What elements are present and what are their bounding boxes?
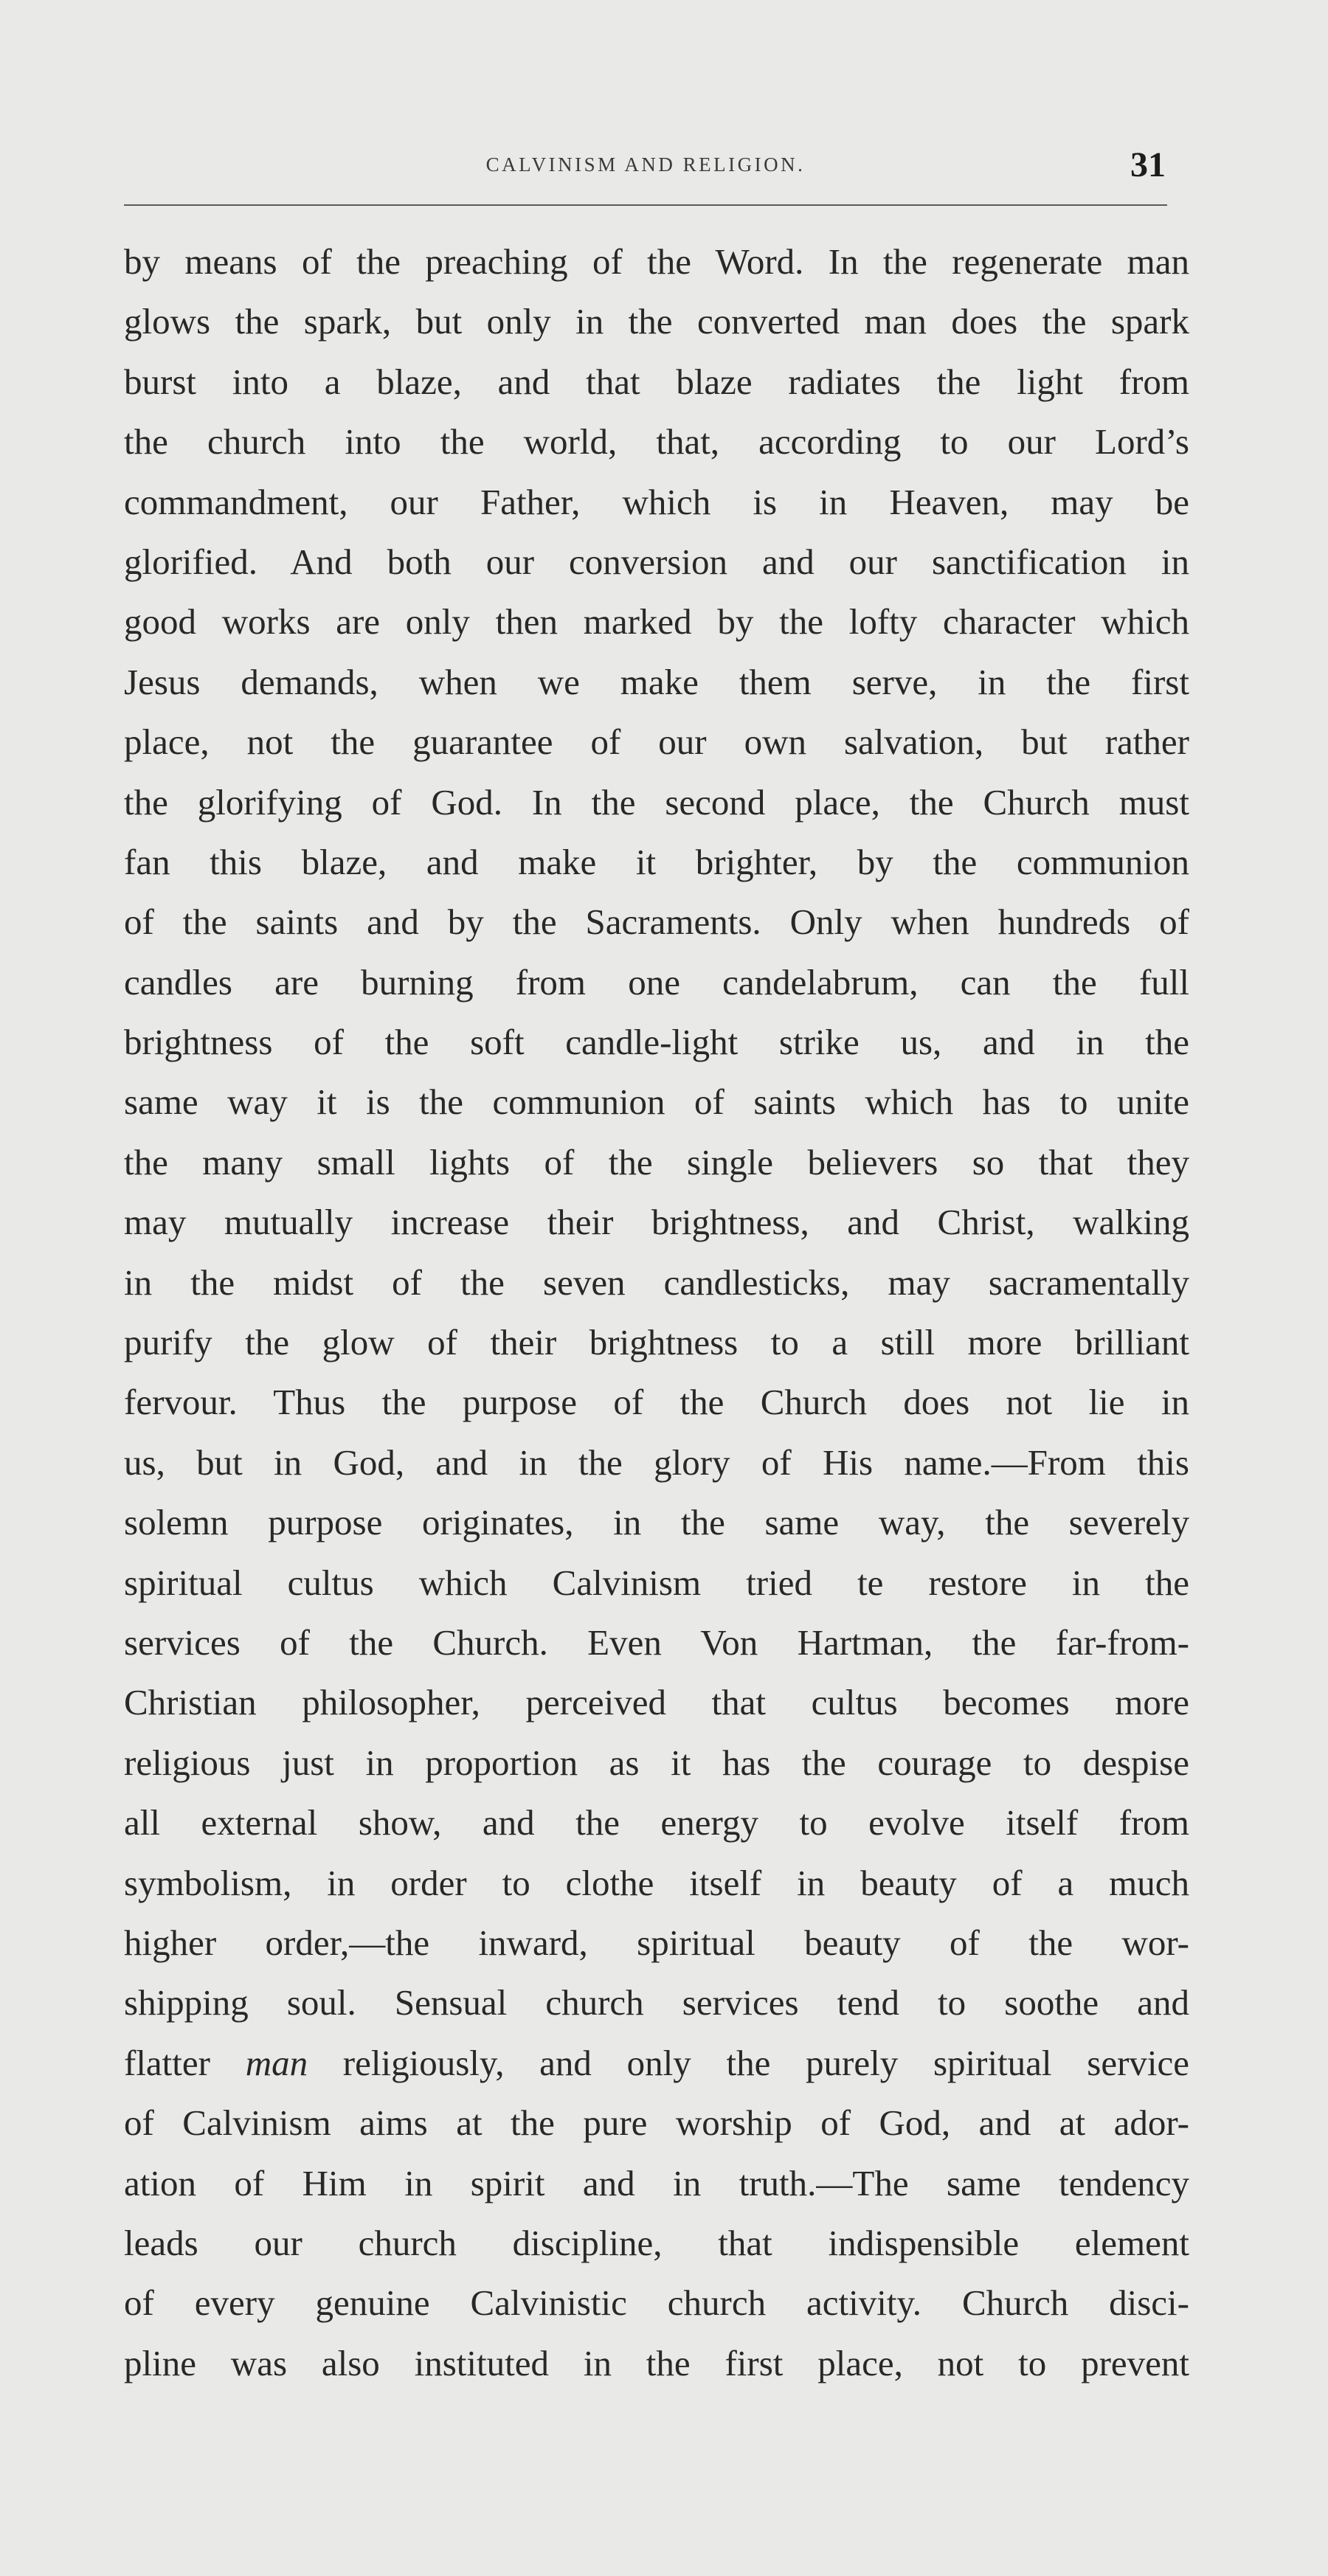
text-line: us, but in God, and in the glory of His name.—From this (124, 1441, 1189, 1483)
text-line: glorified. And both our conversion and our sanctification in (124, 541, 1189, 582)
text-line: fervour. Thus the purpose of the Church does not lie in (124, 1382, 1189, 1423)
text-line: solemn purpose originates, in the same way, the severely (124, 1502, 1189, 1543)
text-line: brightness of the soft candle-light strike us, and in the (124, 1022, 1189, 1063)
text-line: purify the glow of their brightness to a still more brilliant (124, 1322, 1189, 1363)
text-line-with-italic (124, 2033, 1189, 2093)
text-line: leads our church discipline, that indispensible element (124, 2222, 1189, 2263)
text-line: symbolism, in order to clothe itself in beauty of a much (124, 1862, 1189, 1903)
text-line: by means of the preaching of the Word. In the regenerate man (124, 241, 1189, 282)
text-line: place, not the guarantee of our own salvation, but rather (124, 721, 1189, 763)
text-line: religious just in proportion as it has the courage to despise (124, 1742, 1189, 1783)
text-line: the glorifying of God. In the second place, the Church must (124, 781, 1189, 823)
text-line: in the midst of the seven candlesticks, may sacramentally (124, 1261, 1189, 1303)
text-line: of every genuine Calvinistic church activity. Church disci- (124, 2282, 1189, 2324)
header-rule (124, 204, 1167, 206)
text-line: fan this blaze, and make it brighter, by the communion (124, 841, 1189, 882)
text-line: ation of Him in spirit and in truth.—The same tendency (124, 2162, 1189, 2203)
text-line: may mutually increase their brightness, and Christ, walking (124, 1202, 1189, 1243)
text-line: Christian philosopher, perceived that cultus becomes more (124, 1682, 1189, 1723)
running-head (125, 145, 1166, 189)
text-line: spiritual cultus which Calvinism tried te restore in the (124, 1562, 1189, 1603)
text-line: burst into a blaze, and that blaze radiates the light from (124, 361, 1189, 402)
text-line: all external show, and the energy to evolve itself from (124, 1802, 1189, 1843)
text-line: Jesus demands, when we make them serve, in the first (124, 661, 1189, 702)
page-number: 31 (1130, 145, 1166, 184)
text-line: candles are burning from one candelabrum, can the full (124, 961, 1189, 1003)
text-line: services of the Church. Even Von Hartman, the far-from- (124, 1621, 1189, 1663)
italic-word: man (245, 2042, 308, 2083)
text-segment: religiously, and only the purely spiritual service (308, 2042, 1189, 2083)
text-segment: flatter (124, 2042, 246, 2083)
text-line: pline was also instituted in the first place, not to prevent (124, 2342, 1189, 2383)
body-text (124, 232, 1189, 2393)
text-line: shipping soul. Sensual church services tend to soothe and (124, 1982, 1189, 2023)
text-line: the many small lights of the single believers so that they (124, 1141, 1189, 1183)
running-title: CALVINISM AND RELIGION. (485, 153, 806, 176)
text-line: same way it is the communion of saints which has to unite (124, 1081, 1189, 1123)
text-line: of Calvinism aims at the pure worship of God, and at ador- (124, 2102, 1189, 2144)
text-line: higher order,—the inward, spiritual beauty of the wor- (124, 1922, 1189, 1963)
text-line: glows the spark, but only in the converted man does the spark (124, 301, 1189, 342)
text-line: the church into the world, that, according to our Lord’s (124, 421, 1189, 463)
text-line: of the saints and by the Sacraments. Only when hundreds of (124, 901, 1189, 943)
text-line: commandment, our Father, which is in Heaven, may be (124, 481, 1189, 522)
text-line: good works are only then marked by the lofty character which (124, 601, 1189, 643)
